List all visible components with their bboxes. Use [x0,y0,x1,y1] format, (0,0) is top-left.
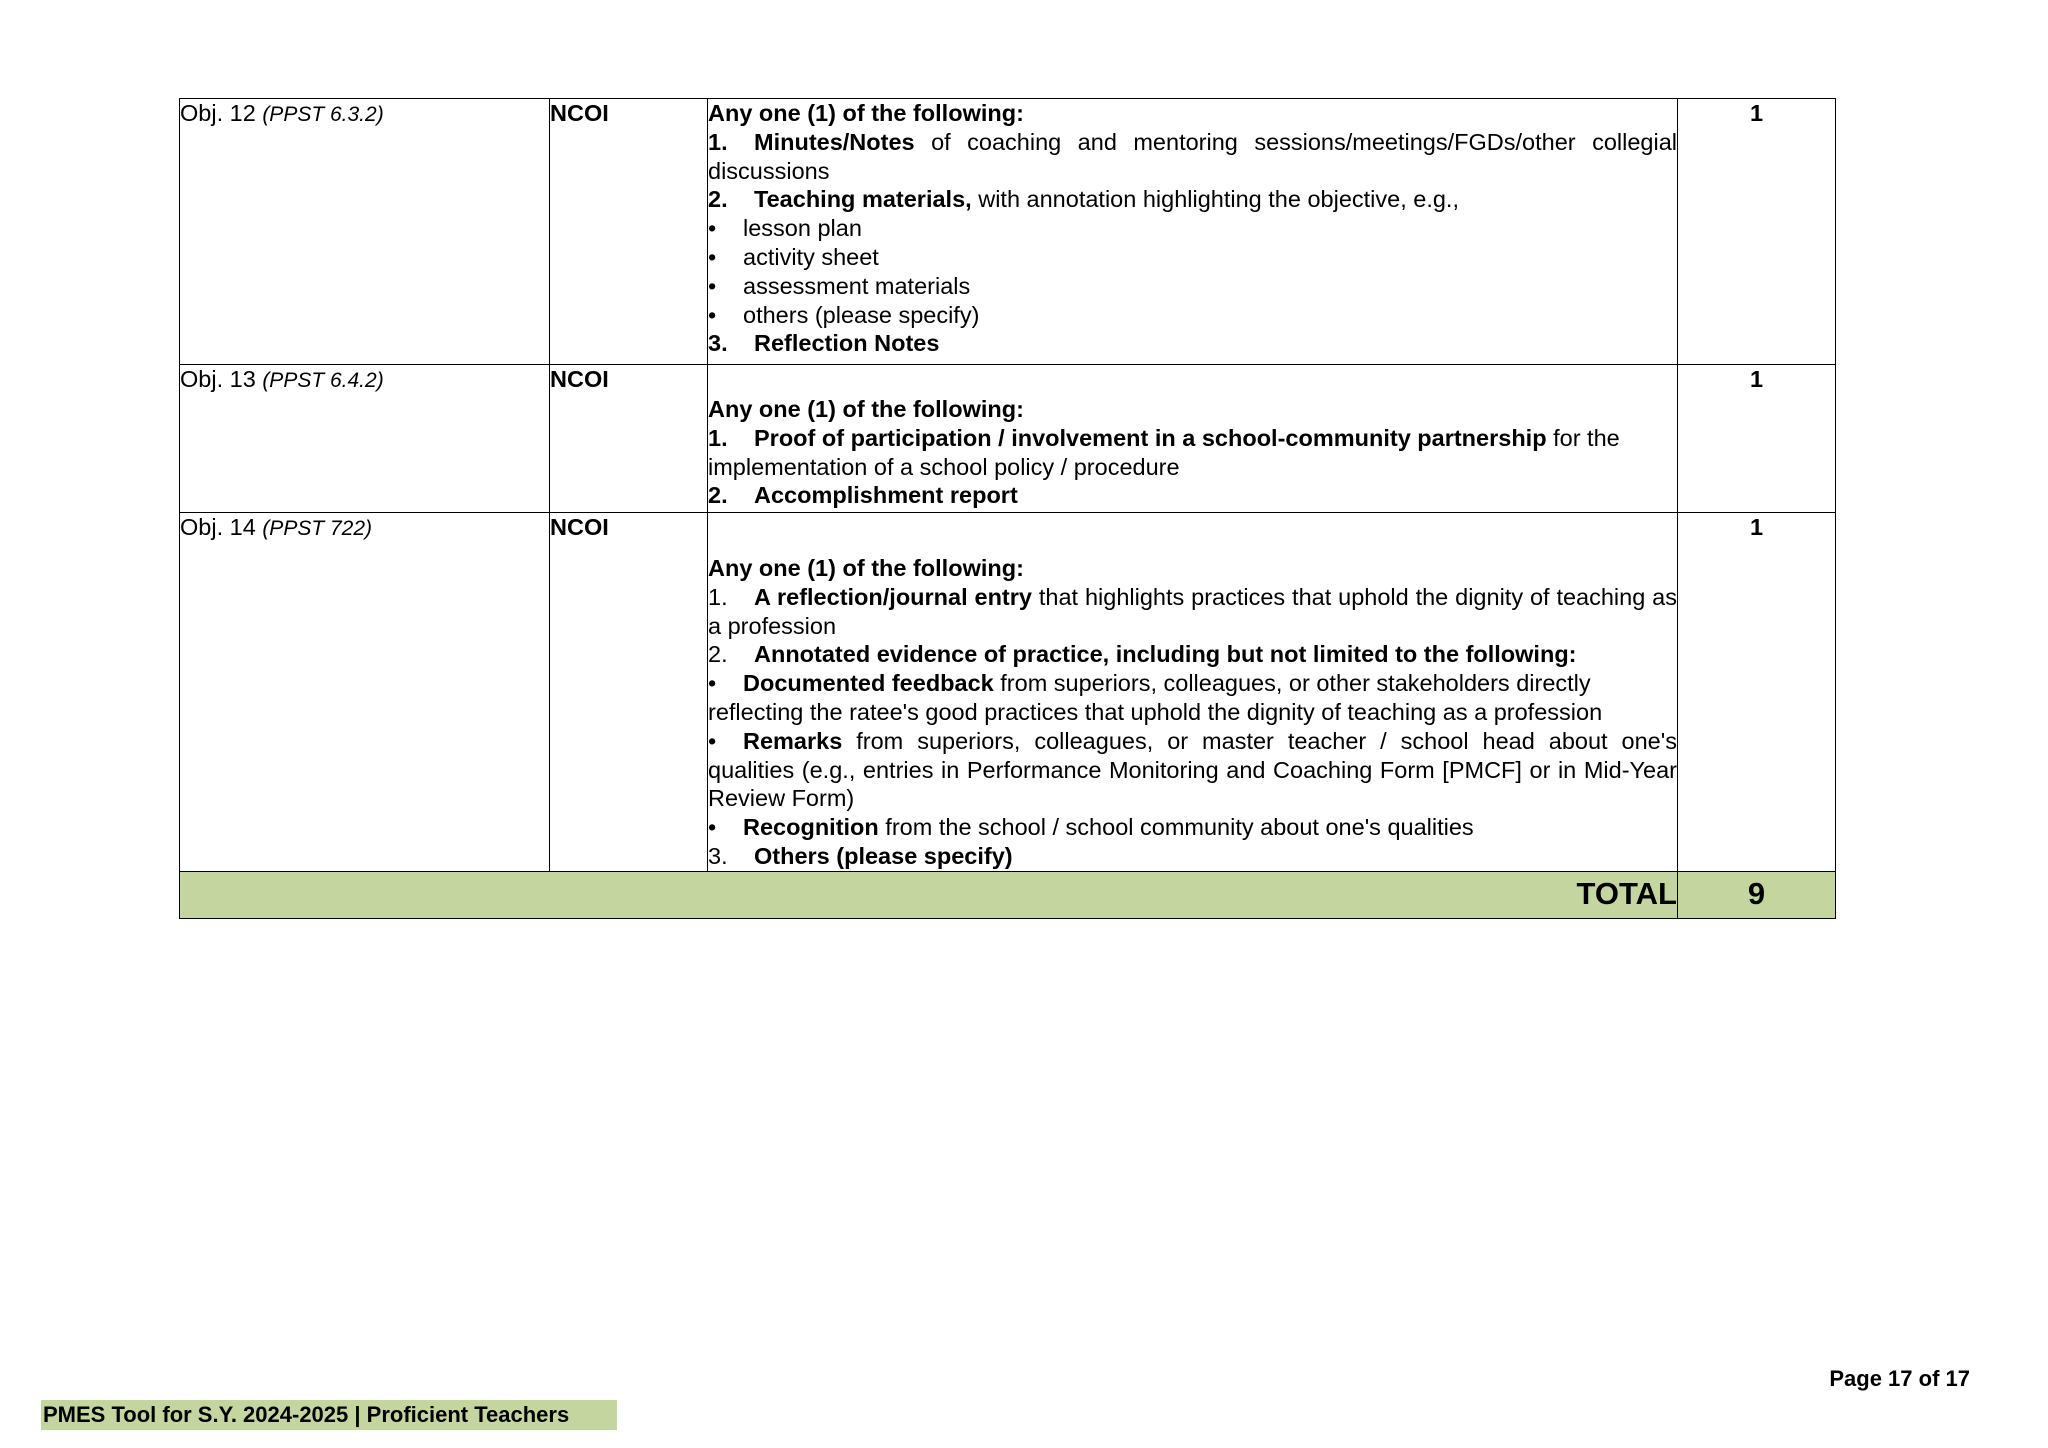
bullet-item [708,214,1677,243]
bullet-item [708,813,1677,842]
objective-label: Obj. 12 [180,100,256,126]
movs-cell [708,99,1678,365]
movs-item [708,329,1677,358]
ppst-reference: (PPST 6.4.2) [262,369,384,392]
movs-intro: Any one (1) of the following: [708,100,1024,126]
item-title: Teaching materials, [754,186,972,213]
score-cell: 1 [1678,513,1836,872]
table-row [180,99,1836,365]
total-row [180,871,1836,918]
item-number: 2. [708,186,728,213]
table-row [180,513,1836,872]
item-number: 2. [708,482,728,509]
item-title: Minutes/Notes [754,128,915,155]
objective-label: Obj. 13 [180,366,256,392]
total-label: TOTAL [180,871,1678,918]
item-text: with annotation highlighting the objective, e.g., [971,186,1459,213]
ppst-reference: (PPST 6.3.2) [262,103,384,126]
spacer [708,365,1677,395]
movs-item [708,481,1677,510]
item-number: 1. [708,424,728,451]
movs-item [708,842,1677,871]
item-text: that highlights practices that uphold the dignity of teaching as a profession [708,583,1677,639]
movs-intro: Any one (1) of the following: [708,396,1024,422]
movs-item [708,185,1677,214]
code-cell: NCOI [550,513,708,872]
bullet-item [708,243,1677,272]
spacer [708,513,1677,554]
bullet-icon: • [708,727,717,754]
bullet-text: assessment materials [743,272,971,299]
item-number: 2. [708,641,728,668]
bullet-title: Recognition [743,814,879,841]
bullet-icon: • [708,215,717,242]
movs-item [708,128,1677,186]
bullet-text: from the school / school community about one's qualities [878,814,1474,841]
table-row [180,365,1836,513]
bullet-text: others (please specify) [743,301,980,328]
item-number: 3. [708,330,728,357]
score-cell: 1 [1678,99,1836,365]
movs-intro: Any one (1) of the following: [708,555,1024,581]
bullet-icon: • [708,670,717,697]
item-title: Reflection Notes [754,330,940,357]
objective-cell [180,99,550,365]
item-title: Proof of participation / involvement in a school-community partnership [754,424,1547,451]
movs-item [708,424,1677,482]
movs-item [708,583,1677,641]
item-title: Others (please specify) [754,842,1013,869]
bullet-icon: • [708,272,717,299]
bullet-text: lesson plan [743,215,862,242]
score-cell: 1 [1678,365,1836,513]
bullet-title: Remarks [743,727,843,754]
document-footer-tag: PMES Tool for S.Y. 2024-2025 | Proficient Teachers [41,1400,617,1430]
bullet-item [708,669,1677,727]
bullet-item [708,727,1677,813]
movs-cell [708,365,1678,513]
item-title: A reflection/journal entry [754,583,1032,610]
bullet-title: Documented feedback [743,670,994,697]
bullet-text: from superiors, colleagues, or other stakeholders directly reflecting the ratee's good practices that uphold the dignity of teaching as a profession [708,670,1603,725]
bullet-icon: • [708,243,717,270]
bullet-item [708,301,1677,330]
item-title: Accomplishment report [754,482,1018,509]
objective-cell [180,513,550,872]
means-of-verification-table [179,98,1836,919]
page-number: Page 17 of 17 [1829,1366,1970,1391]
bullet-item [708,272,1677,301]
item-text: for the implementation of a school policy / procedure [708,424,1620,480]
bullet-text: activity sheet [743,243,879,270]
code-cell: NCOI [550,99,708,365]
bullet-icon: • [708,301,717,328]
bullet-icon: • [708,814,717,841]
movs-cell [708,513,1678,872]
item-number: 3. [708,842,728,869]
item-text: of coaching and mentoring sessions/meetings/FGDs/other collegial discussions [708,128,1677,184]
movs-item [708,640,1677,669]
code-cell: NCOI [550,365,708,513]
total-value: 9 [1678,871,1836,918]
item-number: 1. [708,583,728,610]
item-number: 1. [708,128,728,155]
item-title: Annotated evidence of practice, including but not limited to the following: [754,641,1577,668]
objective-cell [180,365,550,513]
bullet-text: from superiors, colleagues, or master teacher / school head about one's qualities (e.g., entries in Performance Monitoring and Coaching Form [PMCF] or in Mid-Year Review Form) [708,727,1677,812]
objective-label: Obj. 14 [180,514,256,540]
ppst-reference: (PPST 722) [262,517,373,540]
